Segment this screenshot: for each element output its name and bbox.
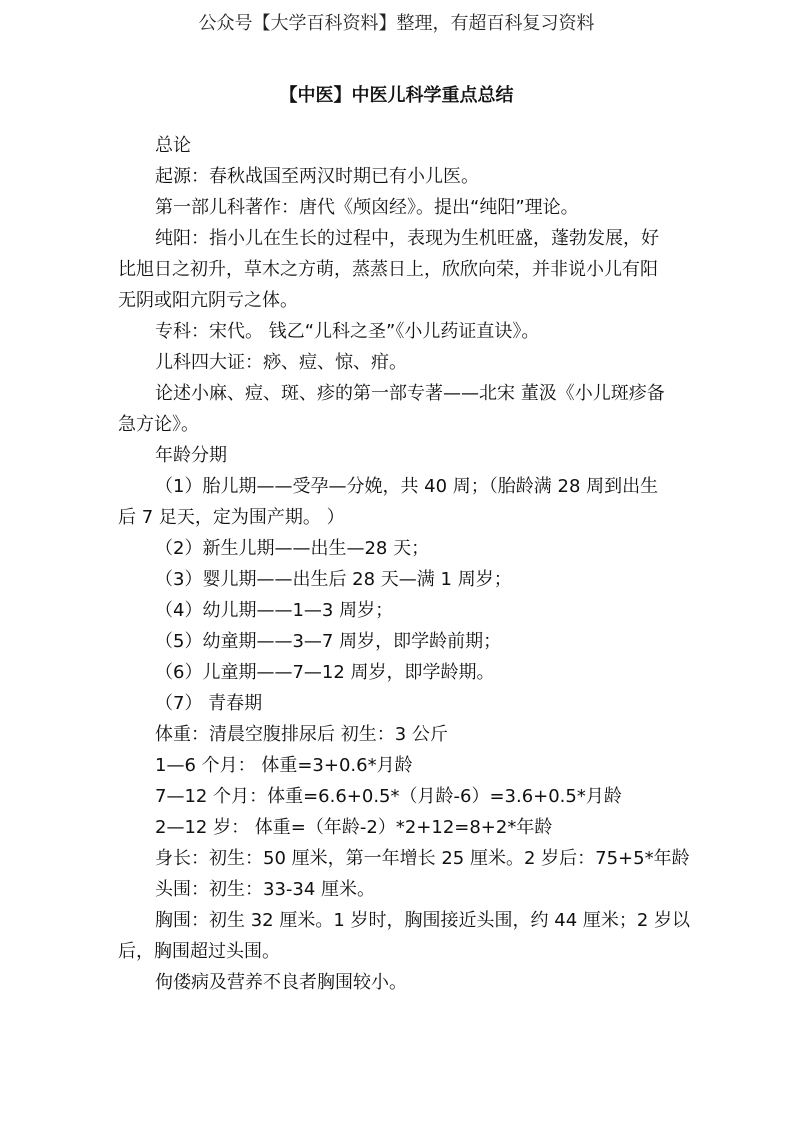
paragraph-line: 专科：宋代。 钱乙“儿科之圣”《小儿药证直诀》。 <box>155 321 540 342</box>
paragraph <box>118 750 688 781</box>
paragraph-line: 7—12 个月：体重=6.6+0.5*（月龄-6）=3.6+0.5*月龄 <box>155 786 622 807</box>
paragraph <box>118 874 688 905</box>
paragraph <box>118 688 688 719</box>
paragraph <box>118 378 688 440</box>
paragraph-line: 头围：初生：33-34 厘米。 <box>155 879 376 900</box>
paragraph-line: 总论 <box>155 135 191 156</box>
paragraph <box>118 471 688 533</box>
paragraph <box>118 347 688 378</box>
paragraph <box>118 657 688 688</box>
paragraph <box>118 967 688 998</box>
paragraph <box>118 595 688 626</box>
paragraph <box>118 564 688 595</box>
document-title: 【中医】中医儿科学重点总结 <box>279 85 514 106</box>
paragraph-line: （3）婴儿期——出生后 28 天—满 1 周岁； <box>155 569 512 590</box>
paragraph <box>118 781 688 812</box>
page-header: 公众号【大学百科资料】整理，有超百科复习资料 <box>198 13 595 34</box>
paragraph-line: 论述小麻、痘、斑、疹的第一部专著——北宋 董汲《小儿斑疹备 <box>155 383 665 404</box>
paragraph <box>118 905 691 967</box>
paragraph-line: 比旭日之初升，草木之方萌，蒸蒸日上，欣欣向荣，并非说小儿有阳 <box>118 259 658 280</box>
paragraph <box>118 626 688 657</box>
paragraph <box>118 719 688 750</box>
paragraph-line: 胸围：初生 32 厘米。1 岁时，胸围接近头围，约 44 厘米；2 岁以 <box>155 910 691 931</box>
paragraph-line: （2）新生儿期——出生—28 天； <box>155 538 430 559</box>
paragraph <box>118 161 688 192</box>
paragraph-line: 起源：春秋战国至两汉时期已有小儿医。 <box>155 166 479 187</box>
paragraph <box>118 440 688 471</box>
paragraph-line: 第一部儿科著作：唐代《颅囟经》。提出“纯阳”理论。 <box>155 197 579 218</box>
paragraph <box>118 223 688 316</box>
paragraph-line: 纯阳：指小儿在生长的过程中，表现为生机旺盛，蓬勃发展，好 <box>155 228 659 249</box>
paragraph <box>118 533 688 564</box>
paragraph-line: 2—12 岁： 体重=（年龄-2）*2+12=8+2*年龄 <box>155 817 553 838</box>
paragraph <box>118 192 688 223</box>
paragraph-line: 后，胸围超过头围。 <box>118 941 280 962</box>
paragraph-line: 儿科四大证：痧、痘、惊、疳。 <box>155 352 407 373</box>
paragraph <box>118 843 688 874</box>
paragraph-line: （4）幼儿期——1—3 周岁； <box>155 600 394 621</box>
paragraph <box>118 812 688 843</box>
paragraph-line: 佝偻病及营养不良者胸围较小。 <box>155 972 407 993</box>
paragraph-line: 体重：清晨空腹排尿后 初生：3 公斤 <box>155 724 448 745</box>
paragraph-line: 年龄分期 <box>155 445 227 466</box>
paragraph-line: 无阴或阳亢阴亏之体。 <box>118 290 298 311</box>
paragraph <box>118 316 688 347</box>
paragraph-line: （5）幼童期——3—7 周岁，即学龄前期； <box>155 631 502 652</box>
paragraph-line: 身长：初生：50 厘米，第一年增长 25 厘米。2 岁后：75+5*年龄 <box>155 848 690 869</box>
paragraph-line: （7） 青春期 <box>155 693 263 714</box>
paragraph <box>118 130 688 161</box>
paragraph-line: 后 7 足天，定为围产期。 ） <box>118 507 345 528</box>
paragraph-line: （6）儿童期——7—12 周岁，即学龄期。 <box>155 662 495 683</box>
paragraph-line: 急方论》。 <box>118 414 199 435</box>
paragraph-line: （1）胎儿期——受孕—分娩，共 40 周；（胎龄满 28 周到出生 <box>155 476 659 497</box>
paragraph-line: 1—6 个月： 体重=3+0.6*月龄 <box>155 755 413 776</box>
document-body <box>118 130 691 998</box>
